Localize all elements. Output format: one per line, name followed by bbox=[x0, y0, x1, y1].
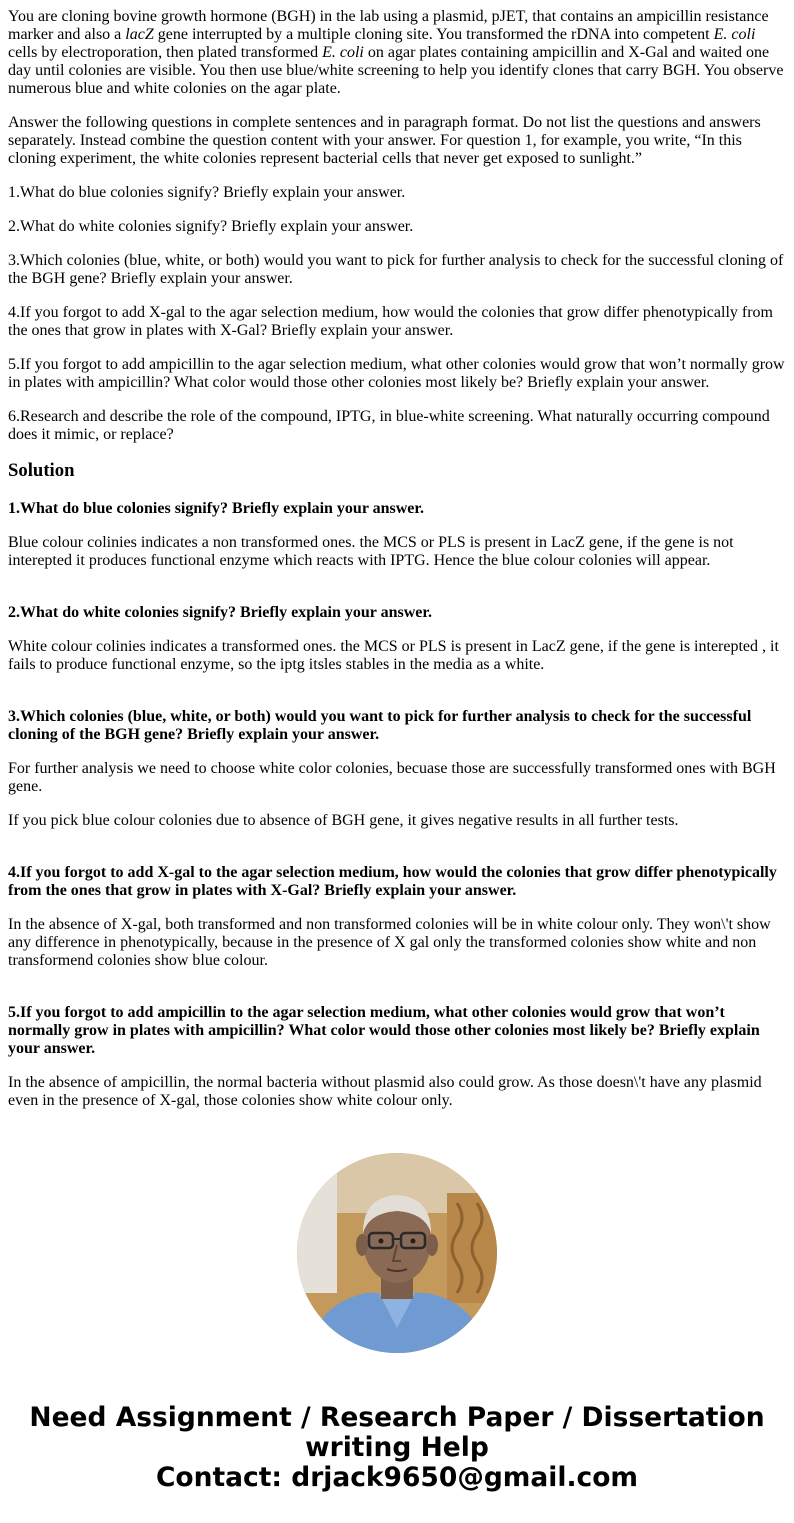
question-item-2: 2.What do white colonies signify? Briefly explain your answer. bbox=[8, 218, 414, 235]
question-instructions: Answer the following questions in complete sentences and in paragraph format. Do not list the questions and answers separately. Instead combine the question content with your answer. For question 1, for example, you write, “In this cloning experiment, the white colonies represent bacterial cells that never get exposed to sunlight.” bbox=[8, 114, 761, 167]
answer-3-text-2: If you pick blue colour colonies due to absence of BGH gene, it gives negative results in all further tests. bbox=[8, 812, 679, 829]
answer-2-text: White colour colinies indicates a transformed ones. the MCS or PLS is present in LacZ gene, if the gene is interepted , it fails to produce functional enzyme, so the iptg itsles stables in the media as a white. bbox=[8, 638, 779, 673]
spacer bbox=[8, 690, 786, 708]
author-portrait-icon bbox=[297, 1153, 497, 1353]
spacer bbox=[8, 986, 786, 1004]
solution-heading: Solution bbox=[8, 460, 75, 481]
answer-5-heading: 5.If you forgot to add ampicillin to the agar selection medium, what other colonies would grow that won’t normally grow in plates with ampicillin? What color would those other colonies most likely be? Briefly explain your answer. bbox=[8, 1004, 760, 1057]
document-body bbox=[8, 8, 786, 1126]
spacer bbox=[8, 846, 786, 864]
question-item-5: 5.If you forgot to add ampicillin to the agar selection medium, what other colonies would grow that won’t normally grow in plates with ampicillin? What color would those other colonies most likely be? Briefly explain your answer. bbox=[8, 356, 785, 391]
question-intro: You are cloning bovine growth hormone (BGH) in the lab using a plasmid, pJET, that contains an ampicillin resistance marker and also a lacZ gene interrupted by a multiple cloning site. You transformed the rDNA into competent E. coli cells by electroporation, then plated transformed E. coli on agar plates containing ampicillin and X-Gal and waited one day until colonies are visible. You then use blue/white screening to help you identify clones that carry BGH. You observe numerous blue and white colonies on the agar plate. bbox=[8, 8, 784, 97]
banner-line-1: Need Assignment / Research Paper / Dissertation bbox=[29, 1402, 765, 1433]
question-item-3: 3.Which colonies (blue, white, or both) would you want to pick for further analysis to check for the successful cloning of the BGH gene? Briefly explain your answer. bbox=[8, 252, 784, 287]
answer-3-heading: 3.Which colonies (blue, white, or both) would you want to pick for further analysis to check for the successful cloning of the BGH gene? Briefly explain your answer. bbox=[8, 708, 752, 743]
banner-contact-email: Contact: drjack9650@gmail.com bbox=[155, 1462, 639, 1493]
spacer bbox=[8, 586, 786, 604]
ecoli-term: E. coli bbox=[713, 26, 756, 43]
question-item-6: 6.Research and describe the role of the compound, IPTG, in blue-white screening. What naturally occurring compound does it mimic, or replace? bbox=[8, 408, 770, 443]
answer-5-text: In the absence of ampicillin, the normal bacteria without plasmid also could grow. As those doesn\'t have any plasmid even in the presence of X-gal, those colonies show white colour only. bbox=[8, 1074, 762, 1109]
lacz-term: lacZ bbox=[125, 26, 154, 43]
author-avatar bbox=[297, 1153, 497, 1353]
answer-2-heading: 2.What do white colonies signify? Briefly explain your answer. bbox=[8, 604, 433, 621]
question-item-1: 1.What do blue colonies signify? Briefly explain your answer. bbox=[8, 184, 406, 201]
answer-4-text: In the absence of X-gal, both transformed and non transformed colonies will be in white colour only. They won\'t show any difference in phenotypically, because in the presence of X gal only the transformed colonies show white and non transformend colonies show blue colour. bbox=[8, 916, 771, 969]
banner-line-2: writing Help bbox=[305, 1432, 489, 1463]
answer-1-text: Blue colour colinies indicates a non transformed ones. the MCS or PLS is present in LacZ gene, if the gene is not interepted it produces functional enzyme which reacts with IPTG. Hence the blue colour colonies will appear. bbox=[8, 534, 734, 569]
contact-banner bbox=[0, 1403, 794, 1493]
question-item-4: 4.If you forgot to add X-gal to the agar selection medium, how would the colonies that grow differ phenotypically from the ones that grow in plates with X-Gal? Briefly explain your answer. bbox=[8, 304, 773, 339]
answer-3-text: For further analysis we need to choose white color colonies, becuase those are successfully transformed ones with BGH gene. bbox=[8, 760, 776, 795]
answer-1-heading: 1.What do blue colonies signify? Briefly explain your answer. bbox=[8, 500, 425, 517]
answer-4-heading: 4.If you forgot to add X-gal to the agar selection medium, how would the colonies that grow differ phenotypically from the ones that grow in plates with X-Gal? Briefly explain your answer. bbox=[8, 864, 777, 899]
ecoli-term: E. coli bbox=[322, 44, 364, 61]
